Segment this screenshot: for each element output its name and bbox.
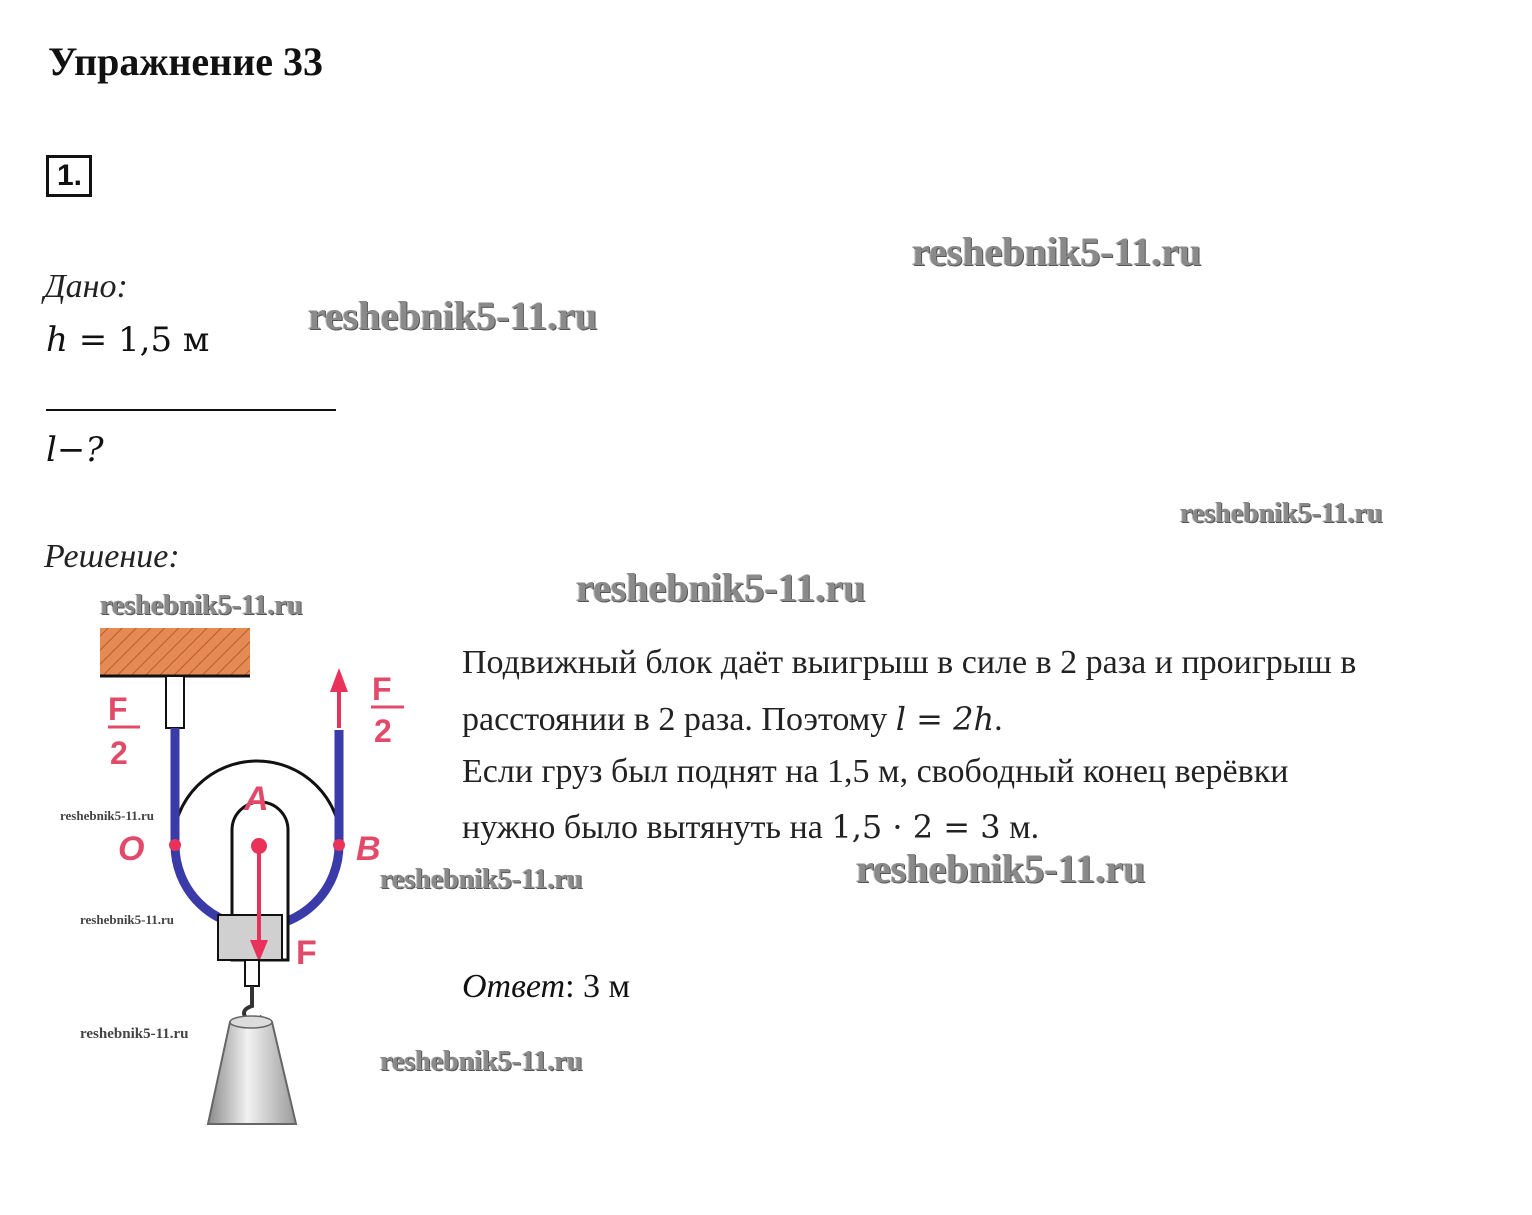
label-b: B <box>356 830 381 868</box>
label-f2-right-den: 2 <box>374 713 392 749</box>
watermark: reshebnik5-11.ru <box>80 912 175 927</box>
watermark: reshebnik5-11.ru <box>100 590 303 621</box>
given-label: Дано: <box>44 268 128 305</box>
watermark: reshebnik5-11.ru <box>576 565 866 610</box>
force-arrow-right-head <box>330 668 348 692</box>
watermark: reshebnik5-11.ru <box>380 1046 583 1077</box>
given-variable: h <box>46 320 68 360</box>
point-o <box>169 839 181 851</box>
watermark: reshebnik5-11.ru <box>80 1026 189 1042</box>
solution-line-4-text: нужно было вытянуть на <box>462 809 832 846</box>
weight-top <box>230 1016 272 1028</box>
solution-line-1: Подвижный блок даёт выигрыш в силе в 2 раза и проигрыш в <box>462 644 1357 681</box>
task-number: 1. <box>46 155 92 197</box>
label-f2-left-den: 2 <box>110 735 128 771</box>
page-title: Упражнение 33 <box>48 39 324 84</box>
label-a: A <box>244 780 269 818</box>
given-value-text: = 1,5 м <box>67 320 210 360</box>
bracket-base <box>218 915 282 960</box>
weight <box>208 1022 296 1124</box>
formula-l-equals-2h: l = 2h <box>895 700 995 738</box>
point-b <box>333 839 345 851</box>
watermark: reshebnik5-11.ru <box>856 846 1146 891</box>
ceiling-hook <box>166 676 184 728</box>
find-text: −? <box>56 430 104 470</box>
answer-value: : 3 м <box>565 968 631 1005</box>
solution-line-4-end: м. <box>1000 809 1040 846</box>
find-variable: l <box>46 430 57 470</box>
label-f2-left-num: F <box>108 691 128 727</box>
solution-line-2-end: . <box>994 701 1003 738</box>
weight-hook-block <box>245 960 259 986</box>
label-f2-right-num: F <box>372 671 392 707</box>
watermark: reshebnik5-11.ru <box>912 229 1202 274</box>
formula-calculation: 1,5 · 2 = 3 <box>831 808 1001 846</box>
watermark: reshebnik5-11.ru <box>1180 498 1383 529</box>
solution-label: Решение: <box>44 538 180 575</box>
solution-line-3: Если груз был поднят на 1,5 м, свободный конец верёвки <box>462 753 1289 790</box>
watermark: reshebnik5-11.ru <box>380 864 583 895</box>
answer-label: Ответ <box>462 968 566 1005</box>
label-o: O <box>118 830 145 868</box>
ceiling <box>100 628 250 676</box>
watermark: reshebnik5-11.ru <box>60 808 155 823</box>
solution-line-2-text: расстоянии в 2 раза. Поэтому <box>462 701 896 738</box>
watermark: reshebnik5-11.ru <box>308 293 598 338</box>
label-f: F <box>296 934 317 972</box>
